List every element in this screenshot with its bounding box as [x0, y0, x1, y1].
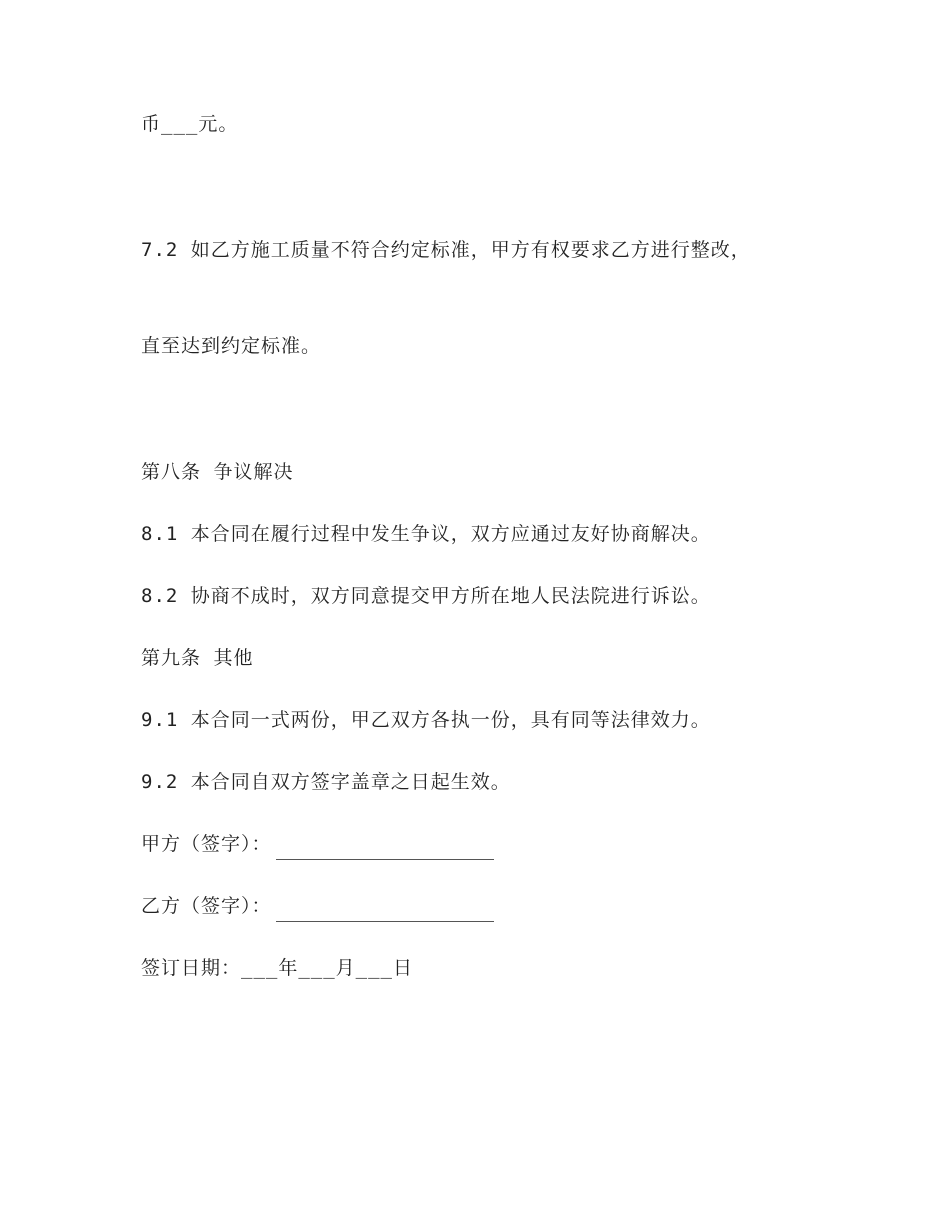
document-content: [141, 108, 821, 1014]
article-9-heading: 第九条 其他: [141, 647, 254, 669]
clause-7-2: [141, 170, 821, 426]
clause-8-2: 8.2 协商不成时，双方同意提交甲方所在地人民法院进行诉讼。: [141, 585, 711, 607]
clause-9-1: 9.1 本合同一式两份，甲乙双方各执一份，具有同等法律效力。: [141, 709, 711, 731]
party-a-signature-label: 甲方（签字）：: [141, 833, 272, 855]
party-a-signature-row: [141, 828, 821, 860]
clause-8-1: 8.1 本合同在履行过程中发生争议，双方应通过友好协商解决。: [141, 523, 711, 545]
party-a-signature-blank: [276, 837, 494, 860]
party-b-signature-label: 乙方（签字）：: [141, 895, 272, 917]
clause-9-2: 9.2 本合同自双方签字盖章之日起生效。: [141, 771, 511, 793]
party-b-signature-row: [141, 890, 821, 922]
signing-date: 签订日期：___年___月___日: [141, 957, 413, 979]
article-8-heading: 第八条 争议解决: [141, 461, 294, 483]
party-b-signature-blank: [276, 899, 494, 922]
payment-amount-fragment: 币___元。: [141, 113, 239, 135]
clause-7-2-line-1: 7.2 如乙方施工质量不符合约定标准，甲方有权要求乙方进行整改，: [141, 239, 751, 261]
clause-7-2-line-2: 直至达到约定标准。: [141, 335, 322, 357]
